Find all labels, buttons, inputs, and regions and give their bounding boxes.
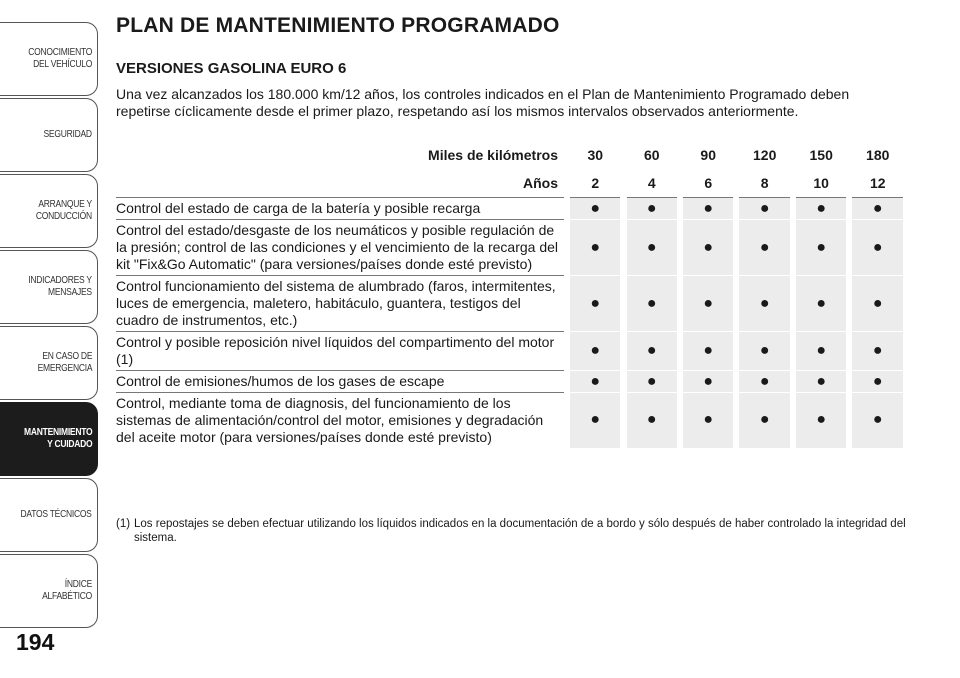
schedule-dot: ● — [683, 371, 733, 393]
years-value: 8 — [739, 169, 789, 198]
tab-label: DATOS TÉCNICOS — [20, 509, 92, 520]
schedule-dot: ● — [683, 220, 733, 276]
schedule-dot: ● — [852, 371, 903, 393]
schedule-dot: ● — [852, 198, 903, 220]
tab-datos-tecnicos[interactable] — [0, 478, 98, 552]
schedule-dot: ● — [852, 393, 903, 449]
page-title: PLAN DE MANTENIMIENTO PROGRAMADO — [116, 14, 560, 37]
table-row — [116, 371, 903, 393]
footnote-text: Los repostajes se deben efectuar utilizando los líquidos indicados en la documentación de a bordo y sólo después de haber controlado la integridad del sistema. — [134, 518, 906, 544]
schedule-dot: ● — [627, 393, 677, 449]
check-description: Control del estado de carga de la batería y posible recarga — [116, 198, 564, 220]
tab-label: MANTENIMIENTO Y CUIDADO — [23, 427, 92, 450]
maintenance-schedule-table — [116, 141, 903, 449]
tab-seguridad[interactable] — [0, 98, 98, 172]
years-header-label: Años — [116, 169, 564, 198]
km-value: 60 — [627, 141, 677, 169]
tab-label: EN CASO DE EMERGENCIA — [37, 351, 92, 374]
schedule-dot: ● — [683, 198, 733, 220]
section-title: VERSIONES GASOLINA EURO 6 — [116, 60, 347, 77]
years-value: 10 — [796, 169, 846, 198]
tab-label: CONOCIMIENTO DEL VEHÍCULO — [28, 47, 92, 70]
table-row — [116, 332, 903, 371]
km-header-row — [116, 141, 903, 169]
schedule-dot: ● — [570, 393, 620, 449]
tab-label: ARRANQUE Y CONDUCCIÓN — [35, 199, 92, 222]
table-row — [116, 220, 903, 276]
schedule-dot: ● — [852, 220, 903, 276]
check-description: Control y posible reposición nivel líquidos del compartimento del motor (1) — [116, 332, 564, 371]
footnote-marker: (1) — [116, 518, 131, 530]
tab-conocimiento-del-vehiculo[interactable] — [0, 22, 98, 96]
schedule-dot: ● — [796, 220, 846, 276]
schedule-dot: ● — [570, 332, 620, 371]
check-description: Control del estado/desgaste de los neumáticos y posible regulación de la presión; control de las condiciones y el vencimiento de la recarga del kit "Fix&Go Automatic" (para versiones/países donde esté previsto) — [116, 220, 564, 276]
tab-arranque-y-conduccion[interactable] — [0, 174, 98, 248]
schedule-dot: ● — [627, 332, 677, 371]
schedule-dot: ● — [796, 393, 846, 449]
check-description: Control de emisiones/humos de los gases de escape — [116, 371, 564, 393]
schedule-dot: ● — [627, 220, 677, 276]
check-description: Control, mediante toma de diagnosis, del funcionamiento de los sistemas de alimentación/control del motor, emisiones y degradación del aceite motor (para versiones/países donde esté previsto) — [116, 395, 544, 445]
years-value: 12 — [852, 169, 903, 198]
schedule-dot: ● — [739, 198, 789, 220]
tab-indicadores-y-mensajes[interactable] — [0, 250, 98, 324]
page-number: 194 — [16, 629, 55, 655]
years-header-row — [116, 169, 903, 198]
table-row — [116, 198, 903, 220]
tab-mantenimiento-y-cuidado[interactable] — [0, 402, 98, 476]
schedule-dot: ● — [627, 371, 677, 393]
schedule-dot: ● — [739, 276, 789, 332]
schedule-dot: ● — [683, 332, 733, 371]
schedule-dot: ● — [739, 393, 789, 449]
schedule-dot: ● — [852, 276, 903, 332]
schedule-dot: ● — [627, 276, 677, 332]
schedule-dot: ● — [796, 332, 846, 371]
schedule-dot: ● — [683, 393, 733, 449]
years-value: 6 — [683, 169, 733, 198]
schedule-dot: ● — [796, 371, 846, 393]
schedule-dot: ● — [683, 276, 733, 332]
schedule-dot: ● — [570, 198, 620, 220]
schedule-dot: ● — [570, 276, 620, 332]
schedule-dot: ● — [570, 220, 620, 276]
km-value: 90 — [683, 141, 733, 169]
km-value: 150 — [796, 141, 846, 169]
table-row — [116, 393, 903, 449]
km-value: 120 — [739, 141, 789, 169]
schedule-dot: ● — [796, 276, 846, 332]
km-value: 180 — [852, 141, 903, 169]
schedule-dot: ● — [796, 198, 846, 220]
intro-paragraph: Una vez alcanzados los 180.000 km/12 años, los controles indicados en el Plan de Mantenimiento Programado deben repetirse cíclicamente desde el primer plazo, respetando así los mismos intervalos observados anteriormente. — [116, 86, 850, 119]
schedule-dot: ● — [570, 371, 620, 393]
schedule-dot: ● — [739, 371, 789, 393]
schedule-dot: ● — [627, 198, 677, 220]
km-header-label: Miles de kilómetros — [428, 146, 558, 163]
tab-label: ÍNDICE ALFABÉTICO — [42, 579, 92, 602]
schedule-dot: ● — [739, 220, 789, 276]
years-value: 2 — [570, 169, 620, 198]
tab-label: INDICADORES Y MENSAJES — [28, 275, 92, 298]
footnote — [116, 517, 916, 545]
schedule-dot: ● — [739, 332, 789, 371]
schedule-dot: ● — [852, 332, 903, 371]
tab-label: SEGURIDAD — [43, 129, 92, 140]
tab-indice-alfabetico[interactable] — [0, 554, 98, 628]
table-row — [116, 276, 903, 332]
km-value: 30 — [570, 141, 620, 169]
years-value: 4 — [627, 169, 677, 198]
check-description: Control funcionamiento del sistema de alumbrado (faros, intermitentes, luces de emergencia, maletero, habitáculo, guantera, testigos del cuadro de instrumentos, etc.) — [116, 276, 564, 332]
tab-en-caso-de-emergencia[interactable] — [0, 326, 98, 400]
